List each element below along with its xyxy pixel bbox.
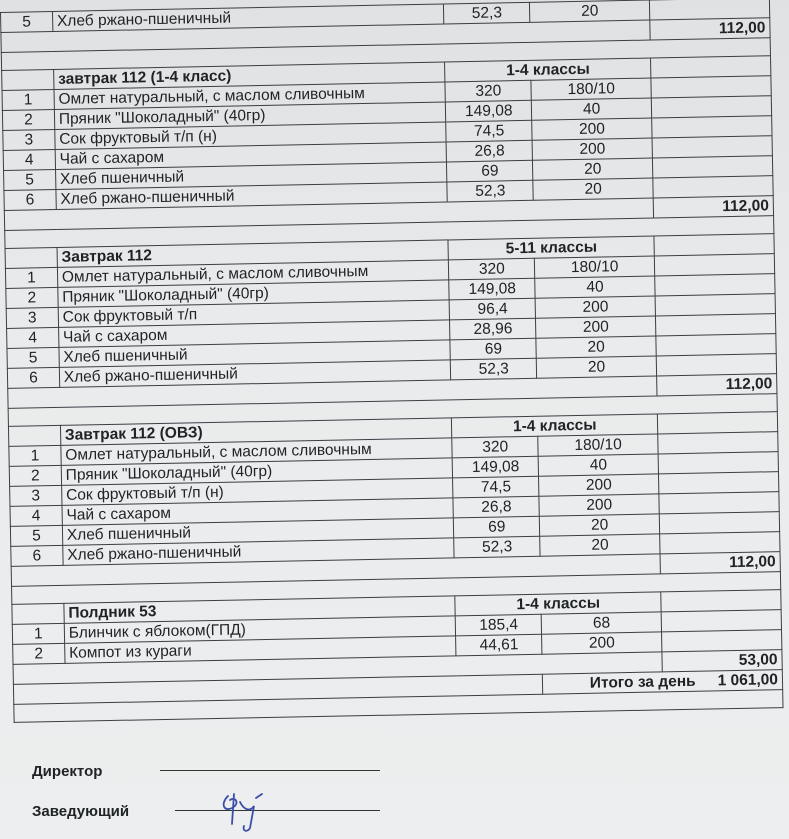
empty-cell: [657, 412, 777, 434]
empty-cell: [653, 176, 773, 198]
empty-cell: [656, 334, 776, 356]
item-name: Омлет натуральный, с маслом сливочным: [54, 82, 446, 110]
item-number: 2: [2, 109, 54, 130]
empty-cell: [2, 69, 54, 90]
item-name: Чай с сахаром: [62, 498, 454, 526]
empty-cell: [652, 116, 772, 138]
empty-cell: [658, 432, 778, 454]
section-classes: 5-11 классы: [448, 236, 654, 260]
item-price: 320: [452, 436, 538, 458]
section-total: 53,00: [662, 650, 782, 672]
item-name: Блинчик с яблоком(ГПД): [64, 616, 456, 644]
item-number: 5: [10, 525, 62, 546]
item-number: 4: [7, 327, 59, 348]
empty-cell: [5, 247, 57, 268]
item-price: 149,08: [449, 278, 535, 300]
item-output: 200: [536, 316, 656, 338]
item-number: 3: [10, 485, 62, 506]
item-name: Пряник "Шоколадный" (40гр): [58, 280, 450, 308]
item-number: 4: [3, 149, 55, 170]
item-price: 185,4: [456, 614, 542, 636]
empty-cell: [659, 472, 779, 494]
item-price: 52,3: [447, 180, 533, 202]
empty-cell: [659, 512, 779, 534]
item-output: 200: [532, 138, 652, 160]
section-total: 112,00: [650, 18, 770, 40]
empty-cell: [651, 76, 771, 98]
item-name: Омлет натуральный, с маслом сливочным: [61, 438, 453, 466]
item-output: 20: [533, 178, 653, 200]
item-price: 26,8: [453, 496, 539, 518]
empty-cell: [654, 234, 774, 256]
section-title: Полдник 53: [64, 596, 456, 624]
item-number: 2: [13, 643, 65, 664]
item-output: 20: [536, 336, 656, 358]
day-total-label: Итого за день: [589, 672, 696, 692]
item-price: 96,4: [450, 298, 536, 320]
item-output: 20: [536, 356, 656, 378]
item-output: 20: [530, 0, 650, 22]
item-number: 2: [9, 465, 61, 486]
item-name: Чай с сахаром: [55, 142, 447, 170]
item-output: 20: [539, 514, 659, 536]
item-name: Сок фруктовый т/п (н): [61, 478, 453, 506]
item-number: 3: [6, 307, 58, 328]
item-number: 5: [4, 169, 56, 190]
item-number: 1: [5, 267, 57, 288]
empty-cell: [655, 294, 775, 316]
item-price: 26,8: [446, 140, 532, 162]
item-name: Сок фруктовый т/п: [58, 300, 450, 328]
section-classes: 1-4 классы: [455, 592, 661, 616]
empty-cell: [652, 136, 772, 158]
empty-cell: [651, 96, 771, 118]
item-number: 3: [3, 129, 55, 150]
empty-cell: [661, 610, 781, 632]
item-price: 28,96: [450, 318, 536, 340]
item-name: Сок фруктовый т/п (н): [55, 122, 447, 150]
item-price: 74,5: [453, 476, 539, 498]
item-name: Омлет натуральный, с маслом сливочным: [57, 260, 449, 288]
director-signature-line: [160, 770, 380, 771]
item-number: 6: [7, 367, 59, 388]
item-price: 52,3: [451, 358, 537, 380]
item-output: 200: [542, 632, 662, 654]
item-output: 180/10: [535, 256, 655, 278]
empty-cell: [654, 254, 774, 276]
manager-label: Заведующий: [32, 803, 130, 820]
section-classes: 1-4 классы: [452, 414, 658, 438]
empty-cell: [655, 274, 775, 296]
item-number: 4: [10, 505, 62, 526]
item-name: Компот из кураги: [64, 636, 456, 664]
item-name: Пряник "Шоколадный" (40гр): [61, 458, 453, 486]
item-output: 40: [535, 276, 655, 298]
section-title: завтрак 112 (1-4 класс): [53, 62, 445, 90]
item-output: 20: [533, 158, 653, 180]
item-price: 69: [454, 516, 540, 538]
item-price: 52,3: [454, 536, 540, 558]
item-name: Хлеб пшеничный: [55, 162, 447, 190]
empty-cell: [656, 354, 776, 376]
empty-cell: [660, 532, 780, 554]
item-price: 149,08: [446, 100, 532, 122]
empty-cell: [653, 156, 773, 178]
section-classes: 1-4 классы: [445, 58, 651, 82]
item-name: Хлеб ржано-пшеничный: [63, 538, 455, 566]
item-output: 68: [541, 612, 661, 634]
empty-cell: [651, 56, 771, 78]
item-name: Пряник "Шоколадный" (40гр): [54, 102, 446, 130]
item-output: 20: [540, 534, 660, 556]
item-price: 320: [445, 80, 531, 102]
section-title: Завтрак 112 (ОВЗ): [60, 418, 452, 446]
item-number: 1: [2, 89, 54, 110]
item-name: Хлеб ржано-пшеничный: [59, 360, 451, 388]
item-number: 6: [4, 189, 56, 210]
item-name: Хлеб ржано-пшеничный: [52, 4, 444, 32]
item-output: 40: [532, 98, 652, 120]
section-title: Завтрак 112: [57, 240, 449, 268]
item-number: 5: [7, 347, 59, 368]
item-price: 69: [450, 338, 536, 360]
item-output: 200: [532, 118, 652, 140]
handwritten-signature: [210, 784, 280, 834]
item-price: 52,3: [444, 2, 530, 24]
item-number: 1: [12, 623, 64, 644]
item-price: 44,61: [456, 634, 542, 656]
item-number: 6: [11, 545, 63, 566]
item-number: 5: [1, 11, 53, 32]
item-output: 200: [535, 296, 655, 318]
item-output: 180/10: [531, 78, 651, 100]
section-total: 112,00: [660, 552, 780, 574]
item-number: 1: [9, 445, 61, 466]
item-price: 69: [447, 160, 533, 182]
empty-cell: [656, 314, 776, 336]
item-name: Хлеб пшеничный: [59, 340, 451, 368]
item-name: Чай с сахаром: [58, 320, 450, 348]
item-output: 40: [538, 454, 658, 476]
empty-cell: [12, 603, 64, 624]
empty-cell: [658, 452, 778, 474]
section-total: 112,00: [657, 374, 777, 396]
director-label: Директор: [32, 763, 103, 780]
empty-cell: [661, 590, 781, 612]
empty-cell: [659, 492, 779, 514]
item-name: Хлеб ржано-пшеничный: [56, 182, 448, 210]
empty-cell: [8, 425, 60, 446]
item-output: 180/10: [538, 434, 658, 456]
item-price: 149,08: [453, 456, 539, 478]
item-name: Хлеб пшеничный: [62, 518, 454, 546]
empty-cell: [662, 630, 782, 652]
item-output: 200: [539, 494, 659, 516]
item-price: 320: [449, 258, 535, 280]
day-total-value: 1 061,00: [717, 671, 779, 690]
section-total: 112,00: [653, 196, 773, 218]
item-price: 74,5: [446, 120, 532, 142]
empty-cell: [649, 0, 769, 20]
item-output: 200: [539, 474, 659, 496]
item-number: 2: [6, 287, 58, 308]
